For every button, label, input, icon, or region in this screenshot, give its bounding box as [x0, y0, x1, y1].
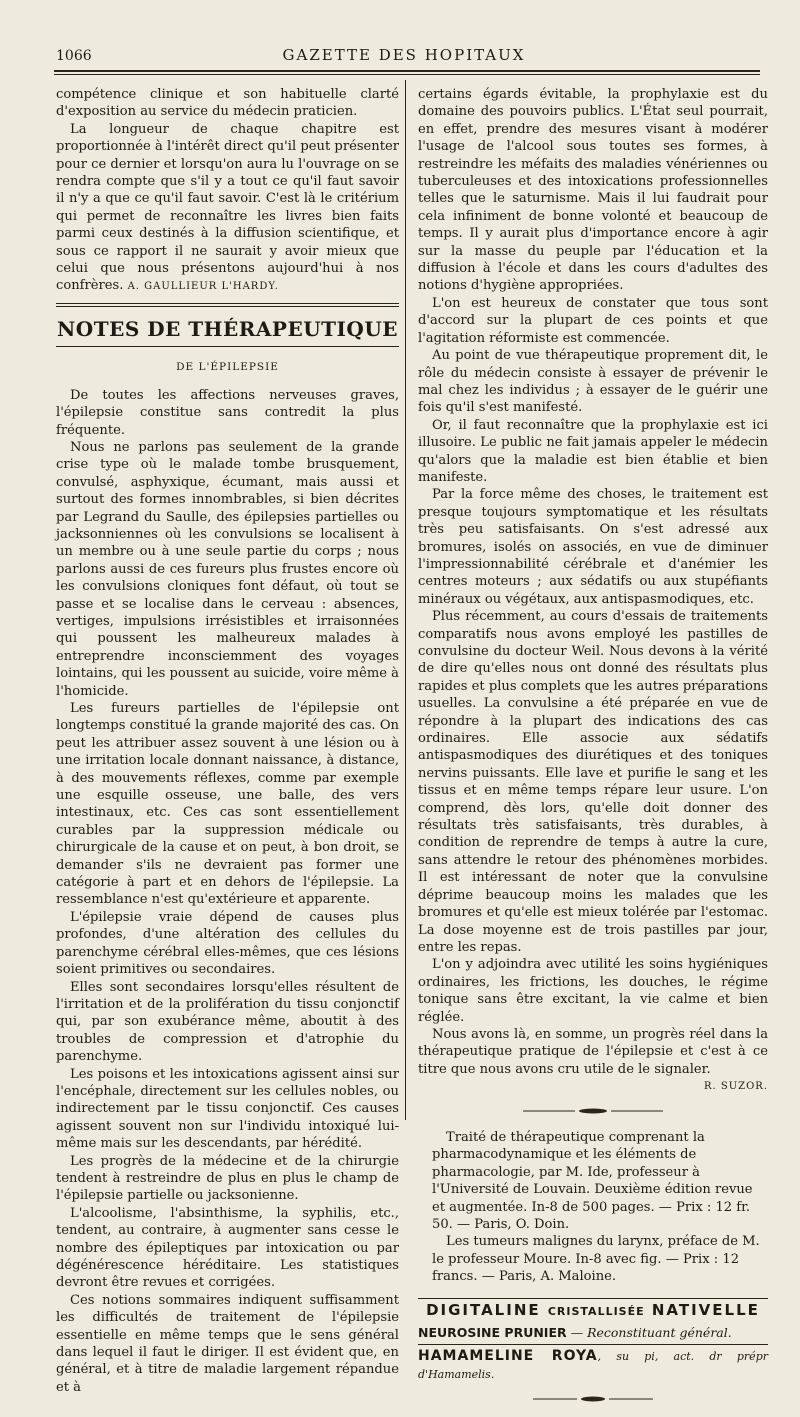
intro-paragraph: La longueur de chaque chapitre est proportionnée à l'intérêt direct qu'il peut présenter pour ce dernier et lorsqu'on aura lu l'ouvrage on se rendra compte que s'il y a tout ce qu'il faut savoir il n'y a que ce qu'il faut savoir. C'est là le critérium qui permet de reconnaître les livres bien faits parmi ceux destinés à la diffusion scientifique, et sous ce rapport il ne saurait y avoir mieux que celui que nous présentons aujourd'hui à nos confrères. A. GAULLIEUR L'HARDY. — [56, 121, 399, 294]
article-signature: R. SUZOR. — [703, 1081, 768, 1093]
article-subtitle: DE L'ÉPILEPSIE — [176, 361, 279, 374]
column-divider — [405, 80, 406, 1120]
section-title: NOTES DE THÉRAPEUTIQUE — [56, 316, 399, 341]
ad-neurosine: NEUROSINE PRUNIER — Reconstituant général. — [418, 1325, 732, 1341]
header-rule — [54, 70, 760, 72]
left-column — [56, 86, 399, 1396]
book-notice: Traité de thérapeutique comprenant la pharmacodynamique et les éléments de pharmacologie, par M. Ide, professeur à l'Université de Louvain. Deuxième édition revue et augmentée. In-8 de 500 pages. — Prix : 12 fr. 50. — Paris, O. Doin. — [432, 1129, 753, 1232]
journal-title: GAZETTE DES HOPITAUX — [282, 46, 526, 64]
right-column — [418, 86, 768, 1417]
article-paragraph: Au point de vue thérapeutique proprement dit, le rôle du médecin consiste à essayer de prévenir le mal chez les individus ; à essayer de le guérir une fois qu'il s'est manifesté. — [418, 348, 768, 416]
article-paragraph: L'épilepsie vraie dépend de causes plus profondes, d'une altération des cellules du parenchyme cérébral elles-mêmes, que ces lésions soient primitives ou secondaires. — [56, 909, 399, 978]
article-paragraph: Les progrès de la médecine et de la chirurgie tendent à restreindre de plus en plus le champ de l'épilepsie partielle ou jacksonienne. — [56, 1153, 399, 1204]
section-rule — [56, 303, 399, 307]
section-title-rule — [56, 346, 399, 347]
article-paragraph: Par la force même des choses, le traitement est presque toujours symptomatique et les résultats très peu satisfaisants. On s'est adressé aux bromures, isolés on associés, en vue de diminuer l'impressionnabilité cérébrale et d'anémier les centres moteurs ; aux sédatifs ou aux stupéfiants minéraux ou végétaux, aux antispasmodiques, etc. — [418, 487, 768, 607]
article-paragraph: De toutes les affections nerveuses graves, l'épilepsie constitue sans contredit la plus fréquente. — [56, 387, 399, 438]
article-paragraph: Elles sont secondaires lorsqu'elles résultent de l'irritation et de la prolifération du tissu conjonctif qui, par son exubérance même, aboutit à des troubles de compression et d'atrophie du parenchyme. — [56, 979, 399, 1065]
article-paragraph: L'on est heureux de constater que tous sont d'accord sur la plupart de ces points et que l'agitation réformiste est commencée. — [418, 295, 768, 346]
article-paragraph: Les fureurs partielles de l'épilepsie ont longtemps constitué la grande majorité des cas. On peut les attribuer assez souvent à une lésion ou à une irritation locale donnant naissance, à distance, à des mouvements réflexes, comme par exemple une esquille osseuse, une balle, des vers intestinaux, etc. Ces cas sont essentiellement curables par la suppression médicale ou chirurgicale de la cause et on peut, à bon droit, se demander s'ils ne devraient pas former une catégorie à part et en dehors de l'épilepsie. La ressemblance n'est qu'extérieure et apparente. — [56, 701, 399, 908]
article-paragraph: Ces notions sommaires indiquent suffisamment les difficultés de traitement de l'épilepsie essentielle en même temps que le sens général dans lequel il faut le diriger. Il est évident que, en général, et à titre de maladie largement répandue et à — [56, 1292, 399, 1395]
ad-digitaline: DIGITALINE CRISTALLISÉE NATIVELLE — [426, 1300, 760, 1319]
article-paragraph: Nous ne parlons pas seulement de la grande crise type où le malade tombe brusquement, convulsé, asphyxique, écumant, mais aussi et surtout des formes innombrables, si bien décrites par Legrand du Saulle, des épilepsies partielles ou jacksonniennes où les convulsions se localisent à un membre ou à une seule partie du corps ; nous parlons aussi de ces fureurs plus frustes encore où les convulsions cloniques font défaut, où tout se passe et se localise dans le cerveau : absences, vertiges, impulsions irrésistibles et irraisonnées qui poussent les malheureux malades à entreprendre inconsciemment des voyages lointains, qui les poussent au suicide, voire même à l'homicide. — [56, 439, 399, 699]
article-paragraph: Or, il faut reconnaître que la prophylaxie est ici illusoire. Le public ne fait jamais appeler le médecin qu'alors que la maladie est bien établie et bien manifeste. — [418, 417, 768, 485]
ornament-rule-icon — [533, 1395, 653, 1403]
header-rule-thin — [54, 74, 760, 75]
ad-rule — [418, 1298, 768, 1299]
article-paragraph: L'alcoolisme, l'absinthisme, la syphilis, etc., tendent, au contraire, à augmenter sans cesse le nombre des épileptiques par intoxication ou par dégénérescence héréditaire. Les statistiques devront être revues et corrigées. — [56, 1205, 399, 1291]
book-notice: Les tumeurs malignes du larynx, préface de M. le professeur Moure. In-8 avec fig. — Prix : 12 francs. — Paris, A. Maloine. — [432, 1234, 760, 1285]
intro-signature: A. GAULLIEUR L'HARDY. — [127, 281, 279, 293]
page-header — [56, 44, 752, 66]
ornament-divider — [418, 1104, 768, 1121]
ad-hamameline: HAMAMELINE ROYA, su pi, act. dr prépr d'Hamamelis. — [418, 1348, 768, 1381]
ornament-divider — [418, 1391, 768, 1408]
article-paragraph: Les poisons et les intoxications agissent ainsi sur l'encéphale, directement sur les cellules nobles, ou indirectement par le tissu conjonctif. Ces causes agissent souvent non sur l'individu intoxiqué lui-même mais sur les descendants, par hérédité. — [56, 1066, 399, 1152]
page-number: 1066 — [56, 48, 92, 64]
advertisement-block — [418, 1298, 768, 1409]
ad-rule — [418, 1344, 768, 1345]
article-paragraph: Nous avons là, en somme, un progrès réel dans la thérapeutique pratique de l'épilepsie et c'est à ce titre que nous avons cru utile de le signaler. R. SUZOR. — [418, 1026, 768, 1078]
article-paragraph: certains égards évitable, la prophylaxie est du domaine des pouvoirs publics. L'État seul pourrait, en effet, prendre des mesures visant à modérer l'usage de l'alcool sous toutes ses formes, à restreindre les méfaits des maladies vénériennes ou tuberculeuses et des intoxications professionnelles telles que le saturnisme. Mais il lui faudrait pour cela infiniment de bonne volonté et beaucoup de temps. Il y aurait plus d'importance encore à agir sur la masse du peuple par l'éducation et la diffusion à l'école et dans les cours d'adultes des notions d'hygiène appropriées. — [418, 87, 768, 294]
article-paragraph: L'on y adjoindra avec utilité les soins hygiéniques ordinaires, les frictions, les douches, le régime tonique sans être excitant, la vie calme et bien réglée. — [418, 957, 768, 1025]
article-paragraph: Plus récemment, au cours d'essais de traitements comparatifs nous avons employé les pastilles de convulsine du docteur Weil. Nous devons à la vérité de dire qu'elles nous ont donné des résultats plus rapides et plus complets que les autres préparations usuelles. La convulsine a été préparée en vue de répondre à la plupart des indications des cas ordinaires. Elle associe aux sédatifs antispasmodiques des diurétiques et des toniques nervins puissants. Elle lave et purifie le sang et les tissus et en même temps répare leur usure. L'on comprend, dès lors, qu'elle doit donner des résultats très satisfaisants, très durables, à condition de reprendre de temps à autre la cure, sans attendre le retour des phénomènes morbides. Il est intéressant de noter que la convulsine déprime beaucoup moins les malades que les bromures et qu'elle est mieux tolérée par l'estomac. La dose moyenne est de trois pastilles par jour, entre les repas. — [418, 609, 768, 955]
intro-paragraph: compétence clinique et son habituelle clarté d'exposition au service du médecin praticien. — [56, 87, 399, 120]
ornament-rule-icon — [523, 1107, 663, 1115]
